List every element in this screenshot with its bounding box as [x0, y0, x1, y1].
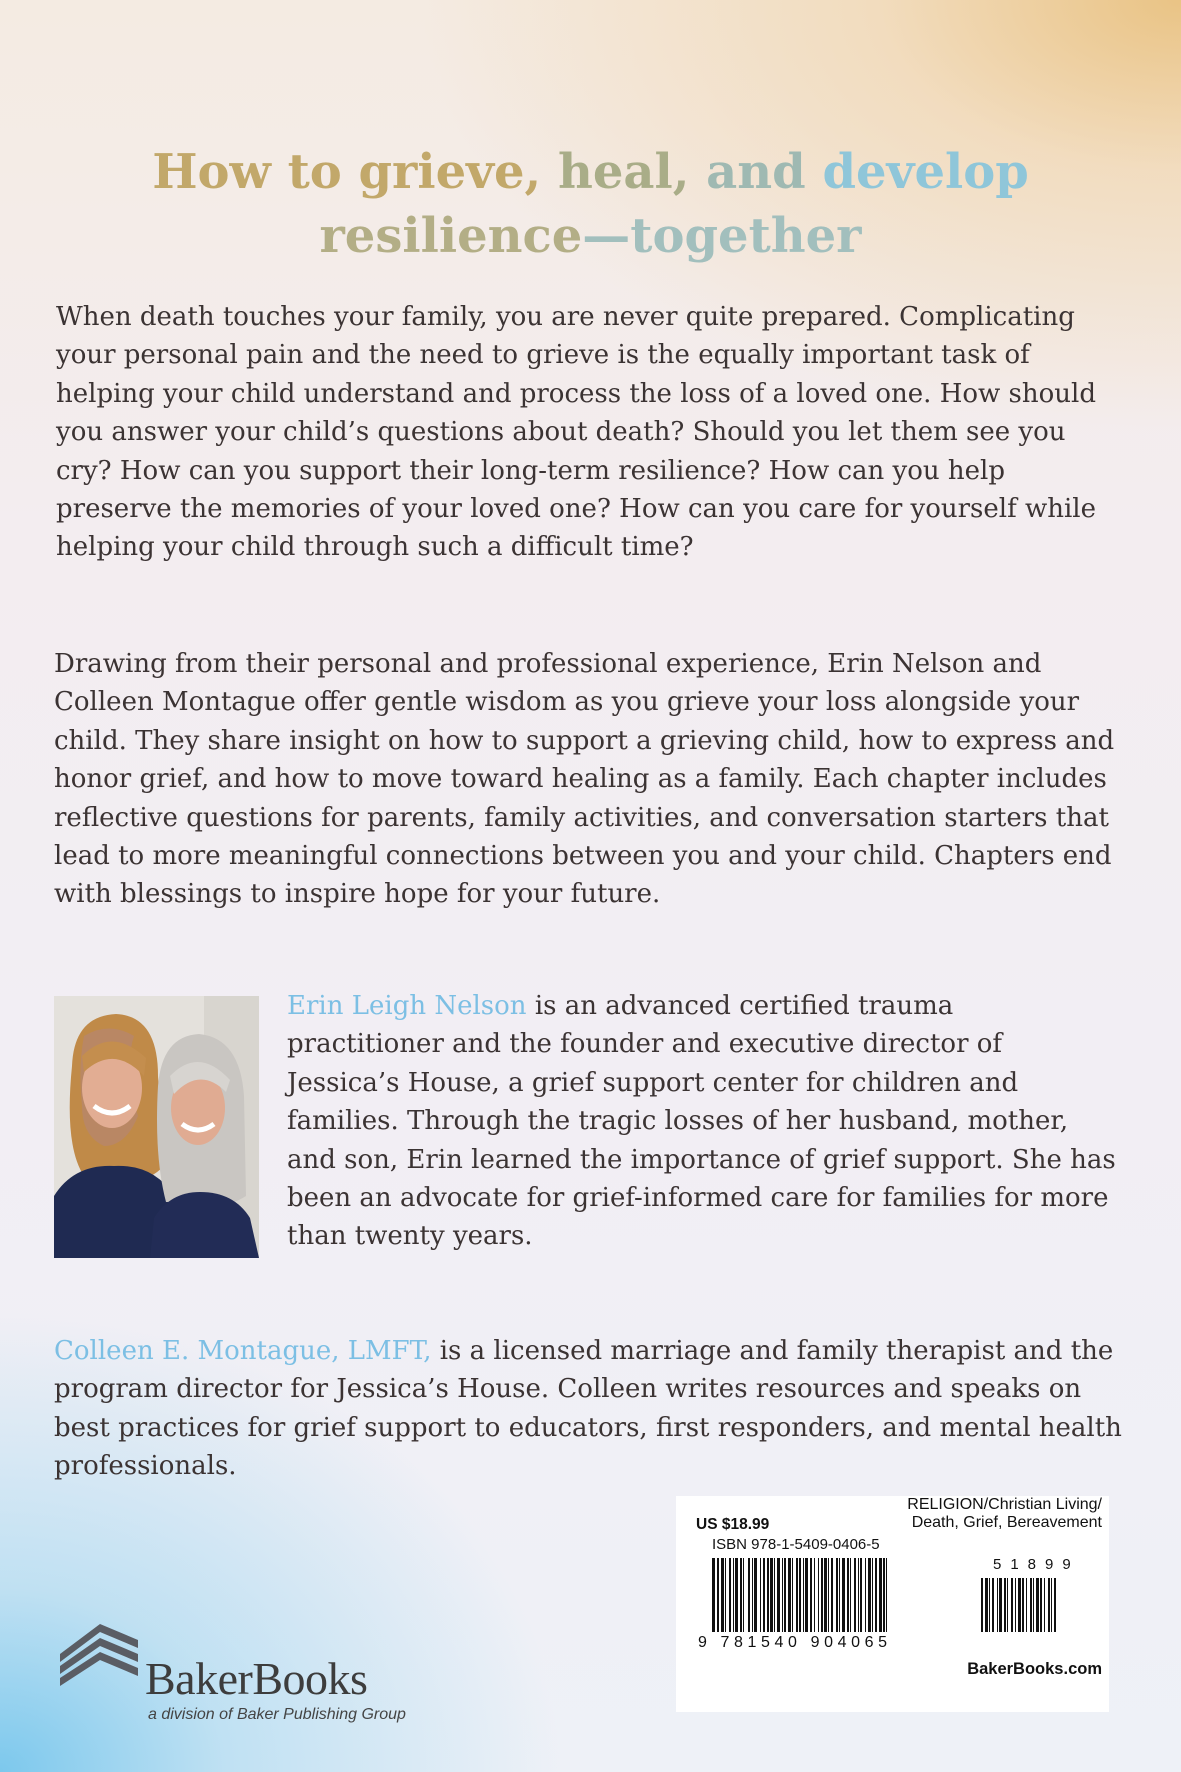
- author-name-erin: Erin Leigh Nelson: [287, 991, 527, 1021]
- description-paragraph-1: When death touches your family, you are never quite prepared. Complicating your personal pain and the need to grieve is the equally important task of helping your child understand and process the loss of a loved one. How should you answer your child’s questions about death? Should you let them see you cry? How can you support their long-term resilience? How can you help preserve the memories of your loved one? How can you care for yourself while helping your child through such a difficult time?: [56, 302, 1096, 563]
- subject-line: Death, Grief, Bereavement: [911, 1514, 1102, 1531]
- author-bio-erin-text: is an advanced certified trauma practitioner and the founder and executive director of Jessica’s House, a grief support center for children and families. Through the tragic losses of her husband, mother, and son, Erin learned the importance of grief support. She has been an advocate for grief-informed care for families for more than twenty years.: [287, 991, 1116, 1252]
- subject-category: [802, 1496, 1102, 1532]
- bakerbooks-logo-icon: [56, 1620, 142, 1690]
- subject-line: RELIGION/Christian Living/: [907, 1496, 1102, 1513]
- price-label: US $18.99: [696, 1516, 770, 1533]
- author-bio-colleen: [54, 1332, 1124, 1486]
- headline-word: How to grieve,: [152, 144, 542, 201]
- barcode-panel: [676, 1496, 1109, 1712]
- headline-word: develop: [822, 144, 1029, 201]
- back-cover-headline: [0, 140, 1181, 268]
- headline-word: heal,: [557, 144, 690, 201]
- headline-word: resilience: [319, 208, 583, 265]
- addon-digits: 51899: [993, 1556, 1080, 1573]
- price-barcode-icon: [981, 1578, 1099, 1636]
- headline-word: —together: [582, 208, 862, 265]
- description-paragraph-2: Drawing from their personal and professional experience, Erin Nelson and Colleen Montague offer gentle wisdom as you grieve your loss alongside your child. They share insight on how to support a grieving child, how to express and honor grief, and how to move toward healing as a family. Each chapter includes reflective questions for parents, family activities, and conversation starters that lead to more meaningful connections between you and your child. Chapters end with blessings to inspire hope for your future.: [54, 649, 1115, 910]
- author-bio-colleen-text: is a licensed marriage and family therapist and the program director for Jessica’s House. Colleen writes resources and speaks on best practices for grief support to educators, first responders, and mental health professionals.: [54, 1336, 1122, 1482]
- barcode-digits: 9 781540 904065: [698, 1634, 892, 1651]
- publisher-logo-name: BakerBooks: [145, 1653, 368, 1704]
- isbn-label: ISBN 978-1-5409-0406-5: [712, 1536, 880, 1553]
- author-bio-erin: [287, 987, 1117, 1256]
- publisher-tagline: a division of Baker Publishing Group: [148, 1706, 406, 1723]
- author-name-colleen: Colleen E. Montague, LMFT,: [54, 1336, 432, 1366]
- headline-word: and: [706, 144, 806, 201]
- authors-photo: [54, 996, 259, 1258]
- publisher-website: BakerBooks.com: [967, 1660, 1102, 1678]
